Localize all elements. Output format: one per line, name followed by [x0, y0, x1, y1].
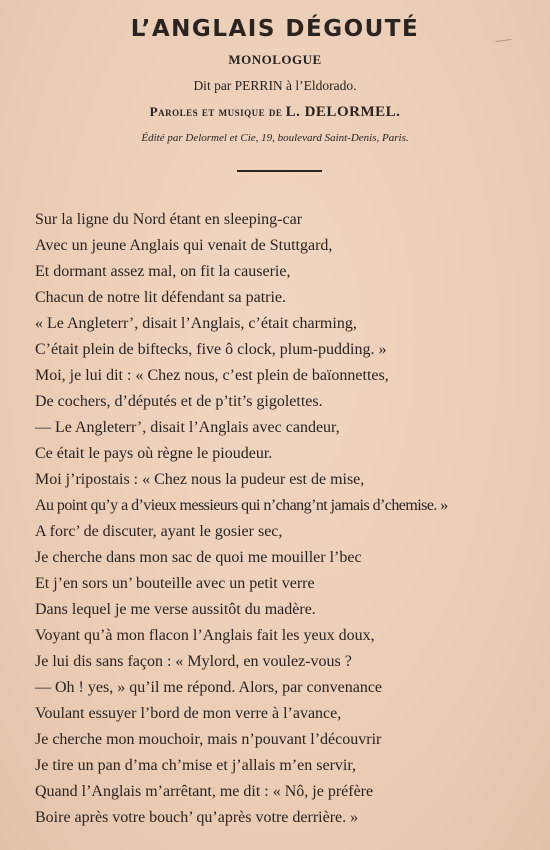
poem-line: Et j’en sors un’ bouteille avec un petit verre [35, 575, 315, 592]
poem-line: — Oh ! yes, » qu’il me répond. Alors, par convenance [35, 679, 383, 696]
divider-rule [237, 170, 322, 172]
poem-line: Je tire un pan d’ma ch’mise et j’allais m’en servir, [35, 757, 357, 774]
poem-line: Quand l’Anglais m’arrêtant, me dit : « Nô, je préfère [35, 783, 374, 800]
poem-line: Et dormant assez mal, on fit la causerie, [35, 263, 291, 280]
poem-line: Boire après votre bouch’ qu’après votre derrière. » [35, 809, 359, 826]
publisher-line: Édité par Delormel et Cie, 19, boulevard Saint-Denis, Paris. [141, 132, 409, 144]
performer-line: Dit par PERRIN à l’Eldorado. [193, 78, 357, 93]
poem-line: De cochers, d’députés et de p’tit’s gigolettes. [35, 393, 323, 410]
poem-line: Dans lequel je me verse aussitôt du madère. [35, 601, 316, 618]
poem-body [35, 207, 540, 831]
credits-line [0, 104, 550, 121]
poem-line: Moi j’ripostais : « Chez nous la pudeur est de mise, [35, 471, 365, 488]
poem-line: Moi, je lui dit : « Chez nous, c’est plein de baïonnettes, [35, 367, 389, 384]
page-title: L’ANGLAIS DÉGOUTÉ [130, 16, 420, 42]
poem-line: Je lui dis sans façon : « Mylord, en voulez-vous ? [35, 653, 352, 670]
poem-line: Chacun de notre lit défendant sa patrie. [35, 289, 287, 306]
poem-line: A forc’ de discuter, ayant le gosier sec, [35, 523, 283, 540]
subtitle: MONOLOGUE [228, 52, 322, 67]
poem-line: Au point qu’y a d’vieux messieurs qui n’chang’nt jamais d’chemise. » [35, 497, 448, 514]
credits-name: L. DELORMEL. [285, 104, 401, 120]
poem-line: — Le Angleterr’, disait l’Anglais avec candeur, [35, 419, 340, 436]
poem-line: C’était plein de biftecks, five ô clock, plum-pudding. » [35, 341, 387, 358]
poem-line: « Le Angleterr’, disait l’Anglais, c’était charming, [35, 315, 357, 332]
poem-line: Je cherche mon mouchoir, mais n’pouvant l’découvrir [35, 731, 382, 748]
poem-line: Je cherche dans mon sac de quoi me mouiller l’bec [35, 549, 362, 566]
credits-prefix: Paroles et musique de [149, 104, 283, 119]
poem-line: Voulant essuyer l’bord de mon verre à l’avance, [35, 705, 342, 722]
poem-line: Sur la ligne du Nord étant en sleeping-car [35, 211, 303, 228]
poem-line: Ce était le pays où règne le pioudeur. [35, 445, 273, 462]
poem-line: Voyant qu’à mon flacon l’Anglais fait les yeux doux, [35, 627, 375, 644]
poem-line: Avec un jeune Anglais qui venait de Stuttgard, [35, 237, 333, 254]
